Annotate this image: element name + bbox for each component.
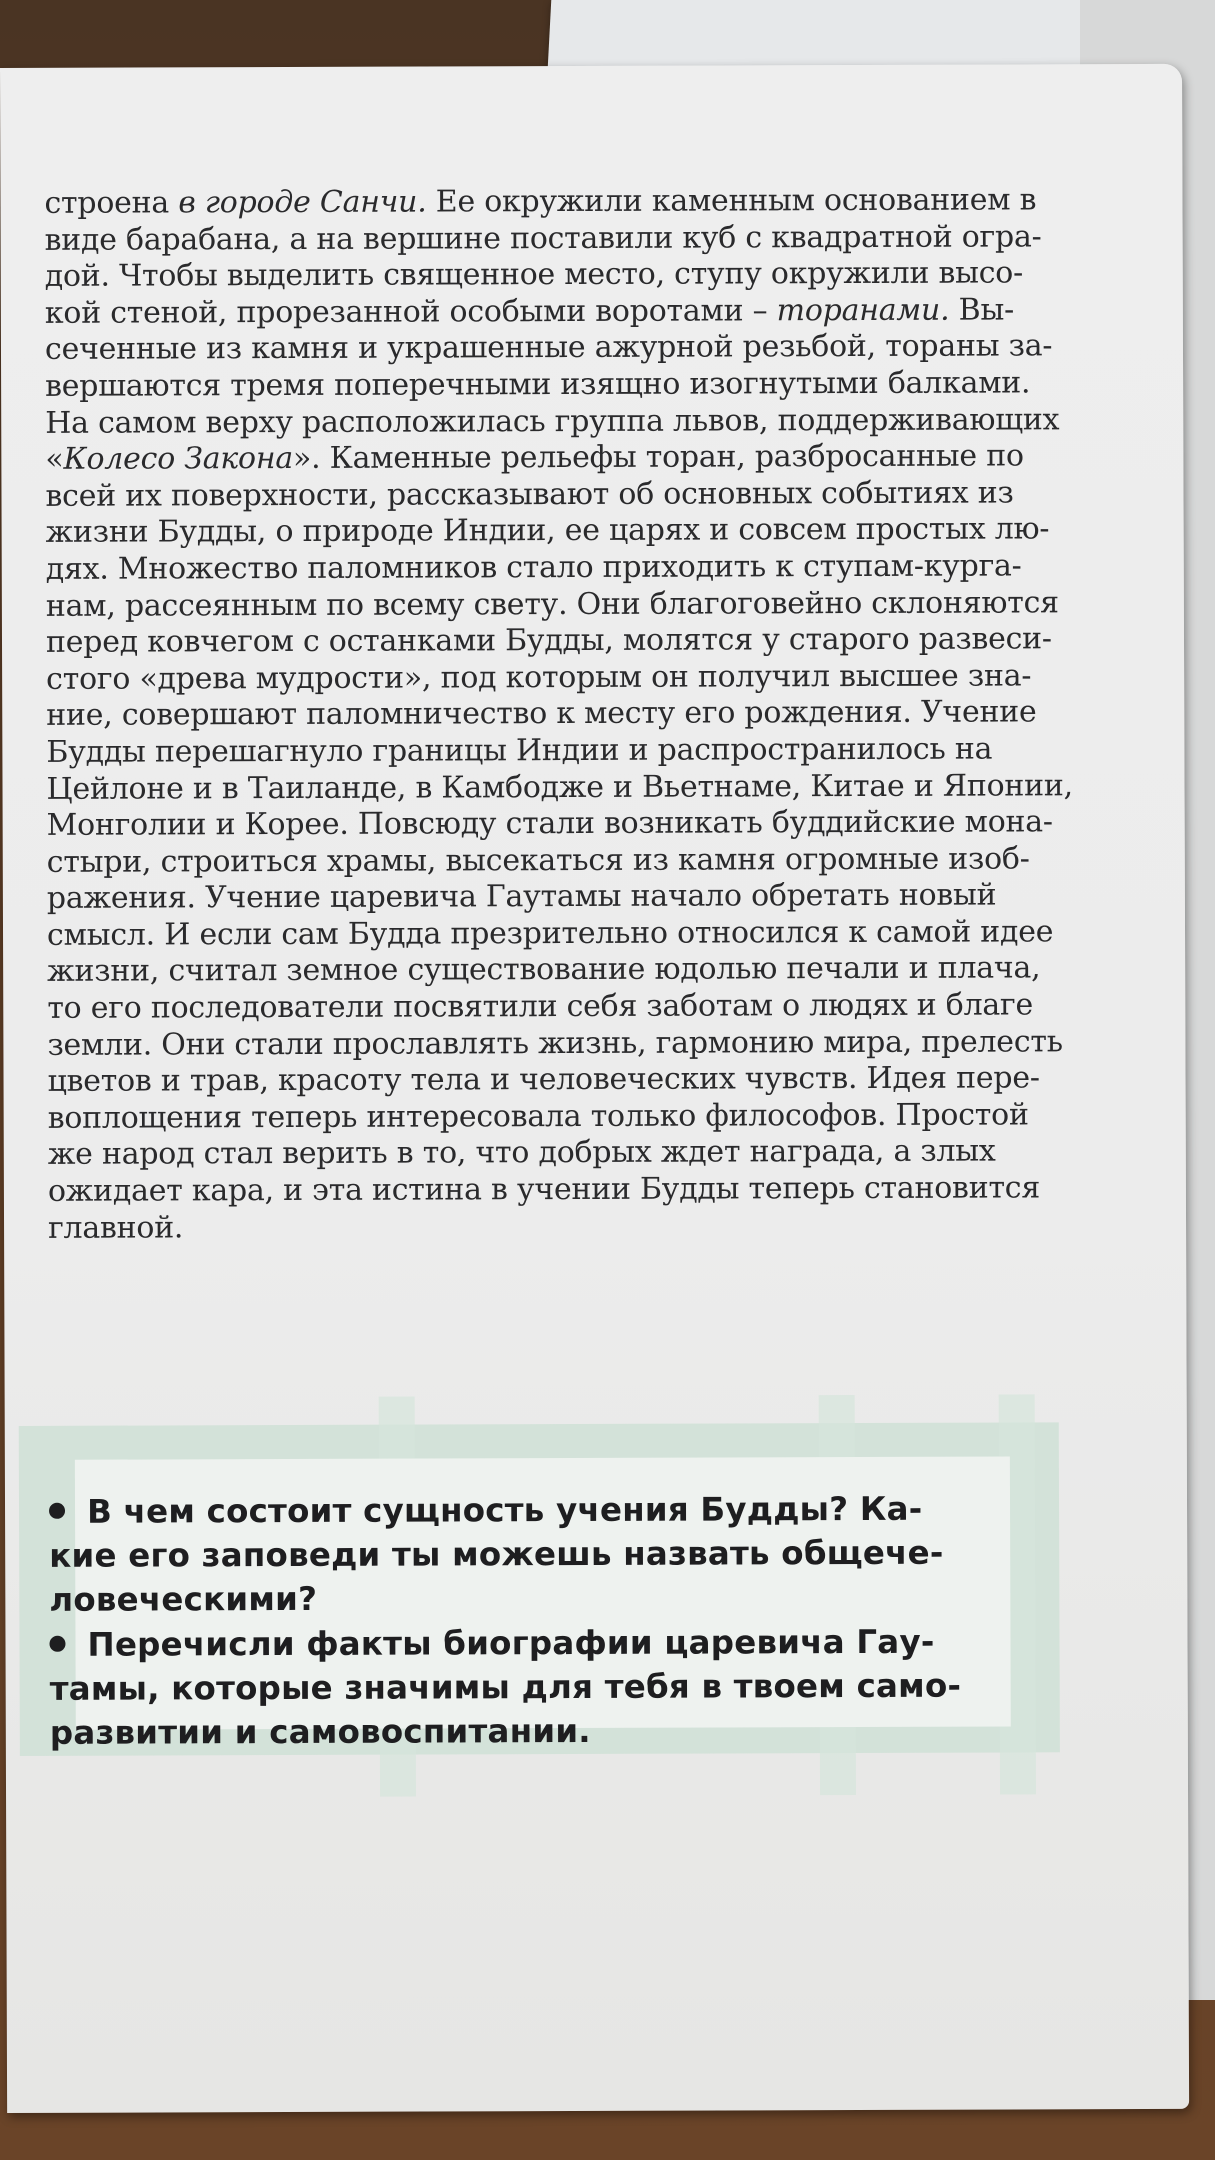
text-line: Монголии и Корее. Повсюду стали возникать буддийские мона- <box>46 804 1053 843</box>
text-line: виде барабана, а на вершине поставили куб с квадратной огра- <box>44 218 1042 258</box>
text-line: На самом верху расположилась группа львов, поддерживающих <box>45 401 1060 441</box>
text-line: строена в городе Санчи. Ее окружили каменным основанием в <box>44 182 1037 221</box>
text-line: стыри, строиться храмы, высекаться из камня огромные изоб- <box>46 841 1030 880</box>
book-page <box>0 64 1189 2113</box>
text-line: Будды перешагнуло границы Индии и распространилось на <box>46 731 993 770</box>
text-line: воплощения теперь интересовала только философов. Простой <box>47 1097 1029 1136</box>
question-2: Перечисли факты биографии царевича Гау- тамы, которые значимы для тебя в твоем само- развитии и самовоспитании. <box>49 1622 962 1752</box>
question-1: В чем состоит сущность учения Будды? Ка- кие его заповеди ты можешь назвать общече- ловеческими? <box>49 1489 944 1619</box>
text-line: нам, рассеянным по всему свету. Они благоговейно склоняются <box>45 584 1059 624</box>
text-line: же народ стал верить в то, что добрых ждет награда, а злых <box>47 1133 996 1173</box>
text-line: стого «древа мудрости», под которым он получил высшее зна- <box>46 658 1032 697</box>
text-line: дой. Чтобы выделить священное место, ступу окружили высо- <box>44 255 1024 295</box>
text-line: жизни, считал земное существование юдолью печали и плача, <box>47 950 1041 990</box>
text-line: главной. <box>47 1209 184 1246</box>
text-line: то его последователи посвятили себя заботам о людях и благе <box>47 987 1034 1026</box>
main-paragraph <box>44 182 1078 1247</box>
text-line: дях. Множество паломников стало приходить к ступам-курга- <box>45 548 1022 587</box>
text-line: ожидает кара, и эта истина в учении Будды теперь становится <box>47 1170 1041 1209</box>
text-line: Цейлоне и в Таиланде, в Камбодже и Вьетнаме, Китае и Японии, <box>46 767 1073 807</box>
text-line: всей их поверхности, рассказывают об основных событиях из <box>45 475 1014 514</box>
text-line: кой стеной, прорезанной особыми воротами – торанами. Вы- <box>44 292 1015 331</box>
bullet-icon <box>49 1503 65 1519</box>
text-line: перед ковчегом с останками Будды, молятся у старого развеси- <box>45 621 1052 660</box>
text-line: ражения. Учение царевича Гаутамы начало обретать новый <box>46 877 997 917</box>
text-line: «Колесо Закона». Каменные рельефы торан, разбросанные по <box>45 438 1024 478</box>
text-line: цветов и трав, красоту тела и человеческих чувств. Идея пере- <box>47 1060 1040 1100</box>
text-line: смысл. И если сам Будда презрительно относился к самой идее <box>46 914 1054 953</box>
text-line: жизни Будды, о природе Индии, ее царях и совсем простых лю- <box>45 511 1050 551</box>
text-line: земли. Они стали прославлять жизнь, гармонию мира, прелесть <box>47 1023 1063 1063</box>
text-line: ние, совершают паломничество к месту его рождения. Учение <box>46 694 1037 734</box>
questions-block <box>19 1394 1060 1798</box>
bullet-icon <box>49 1636 65 1652</box>
text-line: сеченные из камня и украшенные ажурной резьбой, тораны за- <box>44 328 1053 368</box>
text-line: вершаются тремя поперечными изящно изогнутыми балками. <box>45 365 1031 404</box>
